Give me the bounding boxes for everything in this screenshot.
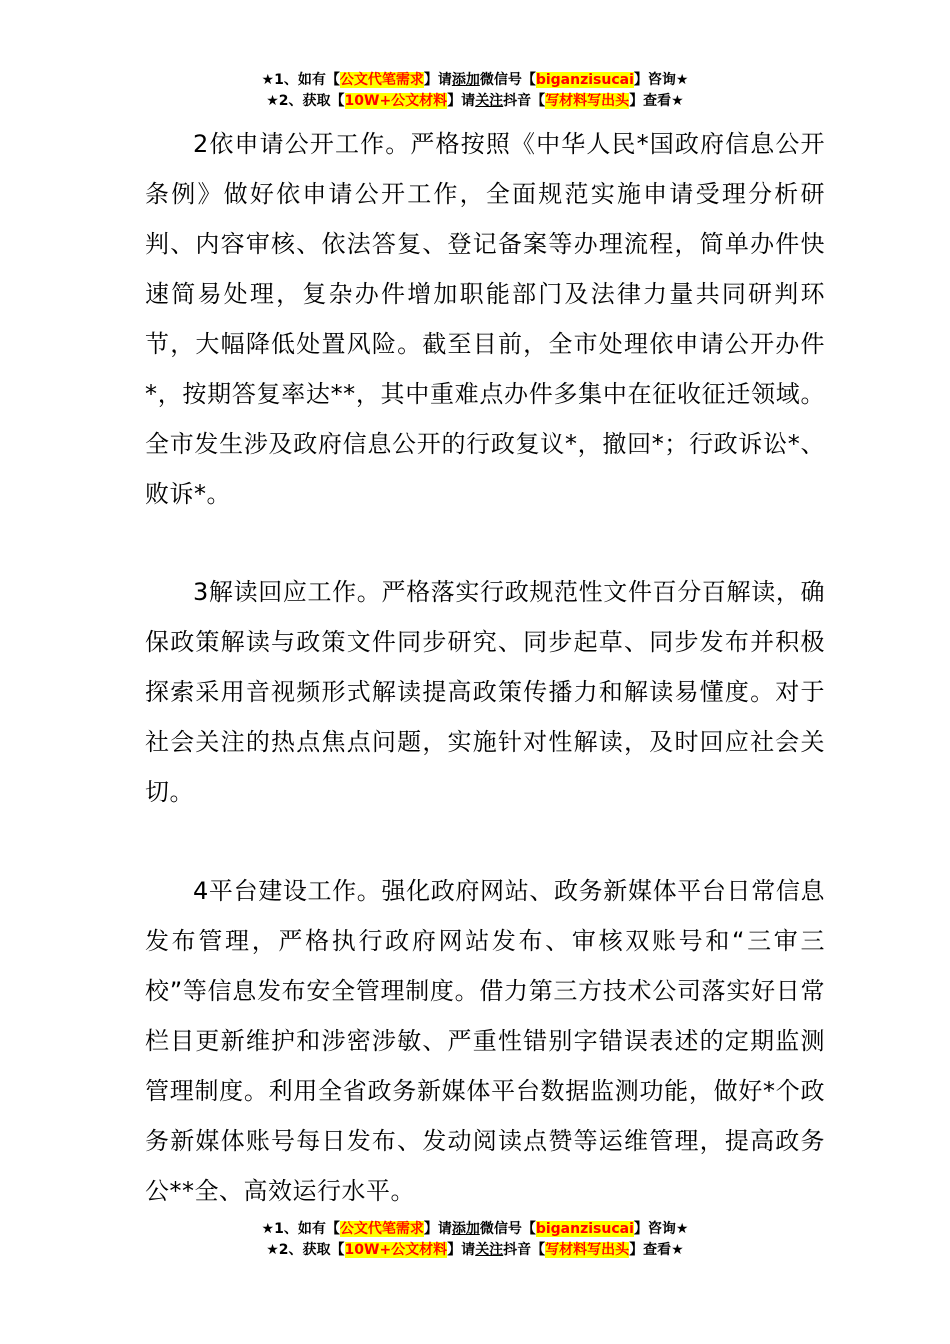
- banner-text: 抖音【: [503, 93, 546, 109]
- banner-underline: 添加: [451, 1221, 480, 1237]
- banner-text: 】咨询★: [633, 72, 689, 88]
- banner-wechat-id: biganzisucai: [535, 1221, 634, 1237]
- paragraph: 3解读回应工作。严格落实行政规范性文件百分百解读，确保政策解读与政策文件同步研究、同步起草、同步发布并积极探索采用音视频形式解读提高政策传播力和解读易懂度。对于社会关注的热点焦点问题，实施针对性解读，及时回应社会关切。: [145, 578, 825, 806]
- banner-line-1: [0, 1219, 950, 1240]
- banner-text: ★1、如有【: [261, 1221, 340, 1237]
- banner-text: 微信号【: [479, 1221, 536, 1237]
- banner-highlight: 10W+公文材料: [344, 93, 448, 109]
- banner-text: 】查看★: [629, 1242, 684, 1258]
- banner-underline: 添加: [451, 72, 480, 88]
- section-interpretation-response: [145, 567, 825, 817]
- paragraph: 4平台建设工作。强化政府网站、政务新媒体平台日常信息发布管理，严格执行政府网站发布、审核双账号和“三审三校”等信息发布安全管理制度。借力第三方技术公司落实好日常栏目更新维护和涉密涉敏、严重性错别字错误表述的定期监测管理制度。利用全省政务新媒体平台数据监测功能，做好*个政务新媒体账号每日发布、发动阅读点赞等运维管理，提高政务公**全、高效运行水平。: [145, 877, 825, 1205]
- paragraph: 2依申请公开工作。严格按照《中华人民*国政府信息公开条例》做好依申请公开工作，全面规范实施申请受理分析研判、内容审核、依法答复、登记备案等办理流程，简单办件快速简易处理，复杂办件增加职能部门及法律力量共同研判环节，大幅降低处置风险。截至目前，全市处理依申请公开办件*，按期答复率达**，其中重难点办件多集中在征收征迁领域。全市发生涉及政府信息公开的行政复议*，撤回*；行政诉讼*、败诉*。: [145, 130, 825, 508]
- banner-highlight: 10W+公文材料: [344, 1242, 448, 1258]
- banner-douyin-id: 写材料写出头: [545, 1242, 630, 1258]
- banner-text: 】请: [447, 1242, 476, 1258]
- section-platform-building: [145, 866, 825, 1216]
- banner-text: ★1、如有【: [261, 72, 340, 88]
- banner-underline: 关注: [475, 1242, 504, 1258]
- banner-text: ★2、获取【: [266, 1242, 345, 1258]
- banner-underline: 关注: [475, 93, 504, 109]
- banner-text: 】请: [423, 1221, 452, 1237]
- header-banner: [0, 70, 950, 112]
- banner-highlight: 公文代笔需求: [339, 1221, 424, 1237]
- banner-wechat-id: biganzisucai: [535, 72, 634, 88]
- banner-line-2: [0, 1240, 950, 1261]
- banner-text: 抖音【: [503, 1242, 546, 1258]
- banner-highlight: 公文代笔需求: [339, 72, 424, 88]
- banner-text: 】查看★: [629, 93, 684, 109]
- footer-banner: [0, 1219, 950, 1261]
- banner-text: 】请: [423, 72, 452, 88]
- banner-text: 】咨询★: [633, 1221, 689, 1237]
- banner-text: 】请: [447, 93, 476, 109]
- banner-line-2: [0, 91, 950, 112]
- banner-douyin-id: 写材料写出头: [545, 93, 630, 109]
- banner-text: 微信号【: [479, 72, 536, 88]
- section-application-disclosure: [145, 119, 825, 519]
- banner-line-1: [0, 70, 950, 91]
- banner-text: ★2、获取【: [266, 93, 345, 109]
